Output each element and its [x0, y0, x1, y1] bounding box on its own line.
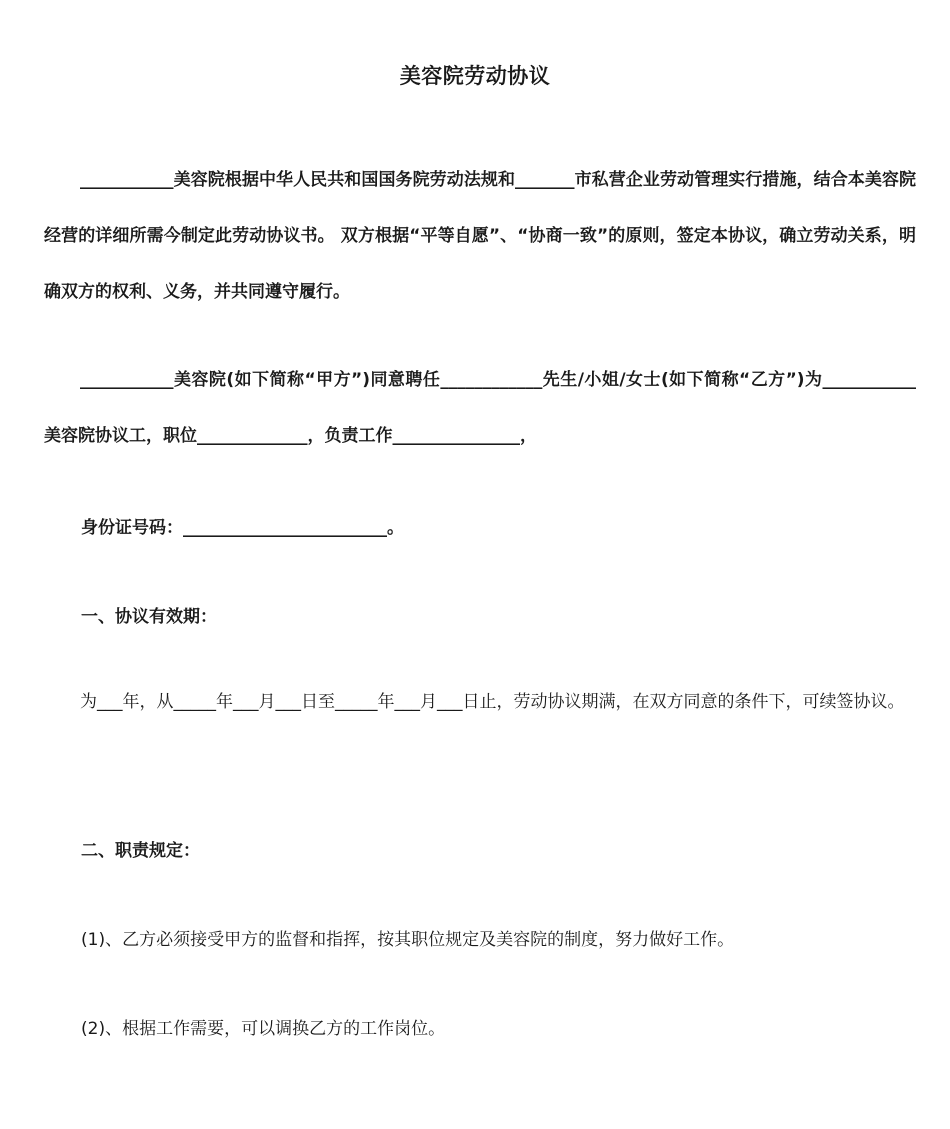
employment-paragraph: ___________美容院(如下简称“甲方”)同意聘任____________先生/小姐/女士(如下简称“乙方”)为___________美容院协议工，职位_____________，负责工作_______________，	[44, 370, 916, 446]
document-title: 美容院劳动协议	[399, 64, 551, 88]
id-number-line: 身份证号码：________________________。	[81, 518, 404, 538]
preamble-paragraph: ___________美容院根据中华人民共和国国务院劳动法规和_______市私营企业劳动管理实行措施，结合本美容院经营的详细所需今制定此劳动协议书。 双方根据“平等自愿”、“协商一致”的原则，签定本协议，确立劳动关系，明确双方的权利、义务，并共同遵守履行。	[44, 170, 916, 302]
section-2-item-2: (2)、根据工作需要，可以调换乙方的工作岗位。	[81, 1019, 446, 1039]
section-2-item-1: (1)、乙方必须接受甲方的监督和指挥，按其职位规定及美容院的制度，努力做好工作。	[81, 930, 735, 950]
section-1-body: 为___年，从_____年___月___日至_____年___月___日止，劳动协议期满，在双方同意的条件下，可续签协议。	[80, 692, 905, 712]
section-1-heading: 一、协议有效期：	[81, 607, 217, 627]
section-2-heading: 二、职责规定：	[81, 841, 200, 861]
